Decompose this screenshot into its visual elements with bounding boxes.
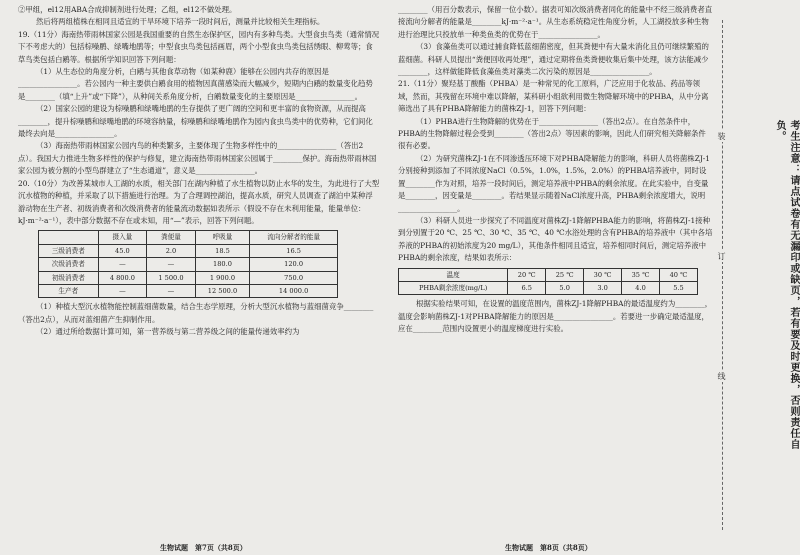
table-cell: 45.0 (98, 244, 147, 257)
table-cell: 6.5 (508, 281, 546, 294)
table-cell: 4 800.0 (98, 271, 147, 284)
binding-mark: 装 (717, 132, 726, 140)
table-cell: 120.0 (250, 258, 338, 271)
table-cell: 1 500.0 (147, 271, 196, 284)
table-header-cell: 粪便量 (147, 231, 196, 244)
energy-flow-table (38, 230, 338, 298)
table-header-cell: 20 ℃ (508, 268, 546, 281)
question-21-part-3: （3）科研人员进一步探究了不同温度对菌株ZJ-1降解PHBA能力的影响，将菌株ZJ-1接种到分别置于20 ℃、25 ℃、30 ℃、35 ℃、40 ℃水浴处理的含有PHBA的培养液中（其中各培养液的PHBA的初始浓度为20 mg/L），其他条件相同且适宜，培养相同时间后，测定培养液中PHBA的剩余浓度，结果如表所示： (398, 215, 713, 263)
question-20-part-1: （1）种植大型沉水植物能控制蓝细菌数量，结合生态学原理，分析大型沉水植物与蓝细菌竞争________（答出2点），从而对蓝细菌产生抑制作用。 (18, 302, 374, 324)
table-header-cell: 35 ℃ (622, 268, 660, 281)
table-cell: 初级消费者 (39, 271, 99, 284)
table-cell: 5.5 (660, 281, 698, 294)
question-19-part-1: （1）从生态位的角度分析，白鹇与其他食草动物（如某种鹿）能够在公园内共存的原因是________________。若公园内一种主要供白鹇食用的植物因真菌感染而大幅减少，短期内白鹇的数量变化趋势是________（填“上升”或“下降”），从种间关系角度分析，白鹇数量变化的主要原因是________________。 (18, 67, 373, 101)
table-cell: 次级消费者 (39, 258, 99, 271)
table-cell: — (147, 284, 196, 297)
table-cell: — (147, 258, 196, 271)
question-21-intro: 21.（11分）聚羟基丁酸酯（PHBA）是一种常见的化工原料，广泛应用于化妆品、药品等领域，然而，其残留在环境中难以降解，某科研小组欲利用微生物降解环境中的PHBA，从中分离筛选出了具有PHBA降解能力的菌株ZJ-1，回答下列问题： (398, 79, 709, 114)
table-header-cell: 40 ℃ (660, 268, 698, 281)
table-cell: 12 500.0 (195, 284, 250, 297)
binding-mark: 线 (717, 372, 726, 380)
table-cell: 16.5 (250, 244, 338, 257)
temperature-table (398, 268, 698, 296)
table-cell: 180.0 (195, 258, 250, 271)
question-19-intro: 19.（11分）海南热带雨林国家公园是我国重要的自然生态保护区，园内有多种鸟类。大型食虫鸟类（通常情况下不考虑大的）包括棕噪鹛、绿嘴地鹃等；中型食虫鸟类包括画眉，两个小型食虫鸟类包括绣眼、柳莺等；食草鸟类包括白鹇等。根据所学知识回答下列问题： (18, 29, 380, 64)
table-cell: 2.0 (147, 244, 196, 257)
right-page (398, 4, 713, 336)
page-footer-left: 生物试题 第7页（共8页） (160, 543, 247, 552)
table-cell: — (98, 258, 147, 271)
table-cell: 3.0 (584, 281, 622, 294)
table-cell: 生产者 (39, 284, 99, 297)
table-header-cell: 流向分解者的能量 (250, 231, 338, 244)
text-line: ②甲组，el12用ABA合成抑制剂进行处理；乙组，el12不做处理。 (18, 5, 237, 14)
text-line: 然后将两组植株在相同且适宜的干旱环境下培养一段时间后，测量并比较相关生理指标。 (36, 17, 325, 27)
table-cell: — (98, 284, 147, 297)
table-header-cell (39, 231, 99, 244)
table-cell: 1 900.0 (195, 271, 250, 284)
table-cell: 5.0 (546, 281, 584, 294)
question-19-part-3: （3）海南热带雨林国家公园内鸟的种类繁多，主要体现了生物多样性中的________________（答出2点）。我国大力推进生物多样性的保护与修复，建立海南热带雨林国家公园属于________保护。海南热带雨林国家公园为被分割的小型鸟群建立了“生态通道”，意义是________________。 (18, 141, 377, 176)
question-20-continued: ________（用百分数表示，保留一位小数）。据表可知次级消费者同化的能量中不经三级消费者直接流向分解者的能量是________kJ·m⁻²·a⁻¹。从生态系统稳定性角度分析，人工湖投放多种生物进行治理比只投放单一种类鱼类的优势在于________________。 (398, 5, 713, 39)
table-header-cell: 呼吸量 (195, 231, 250, 244)
page-footer-right: 生物试题 第8页（共8页） (505, 543, 592, 552)
exam-notice: 考生注意：请点试卷有无漏印或缺页，若有要及时更换，否则责任自负。 (774, 120, 799, 450)
table-row (39, 258, 338, 271)
question-20-part-2: （2）通过所给数据计算可知，第一营养级与第二营养级之间的能量传递效率约为 (36, 327, 300, 337)
table-cell: 14 000.0 (250, 284, 338, 297)
question-21-part-4: 根据实验结果可知，在设置的温度范围内，菌株ZJ-1降解PHBA的最适温度约为________，温度会影响菌株ZJ-1对PHBA降解能力的原因是________________。若要进一步确定最适温度，应在________范围内设置更小的温度梯度进行实验。 (398, 299, 713, 334)
table-cell: 750.0 (250, 271, 338, 284)
table-header-cell: 摄入量 (98, 231, 147, 244)
table-cell: PHBA剩余浓度(mg/L) (399, 281, 508, 294)
question-21-part-1: （1）PHBA进行生物降解的优势在于________________（答出2点）。在自然条件中，PHBA的生物降解过程会受到________（答出2点）等因素的影响，因此人们研究相关降解条件很有必要。 (398, 116, 706, 151)
left-page (18, 4, 380, 339)
question-19-part-2: （2）国家公园的建设为棕噪鹛和绿嘴地鹃的生存提供了更广阔的空间和更丰富的食物资源，从而提高________，提升棕噪鹛和绿嘴地鹃的环境容纳量，棕噪鹛和绿嘴地鹃作为园内食虫鸟类中的优势种，它们间化最终去向是________________。 (18, 104, 373, 139)
table-row (39, 244, 338, 257)
table-cell: 18.5 (195, 244, 250, 257)
question-21-part-2: （2）为研究菌株ZJ-1在不同渗透压环境下对PHBA降解能力的影响，科研人员将菌株ZJ-1分别接种到添加了不同浓度NaCl（0.5%，1.0%，1.5%，2.0%）的PHBA培养液中，同时设置________作为对照，培养一段时间后，测定培养液中PHBA的剩余浓度。在此实验中，自变量是________，因变量是________。若结果显示随着NaCl浓度升高，PHBA剩余浓度增大，说明________________。 (398, 153, 710, 213)
table-header-cell: 温度 (399, 268, 508, 281)
table-header-row (399, 268, 698, 281)
table-header-row (39, 231, 338, 244)
binding-mark: 订 (717, 252, 726, 260)
table-row (399, 281, 698, 294)
table-row (39, 271, 338, 284)
question-20-part-3: （3）食藻鱼类可以通过捕食降低蓝细菌密度，但其粪便中有大量未消化且仍可继续繁殖的蓝细菌。科研人员提出“粪便回收再处理”，通过定期将鱼类粪便收集后集中处理，该方法能减少________，这样做能降低食藻鱼类对藻类二次污染的原因是________________。 (398, 42, 709, 77)
table-row (39, 284, 338, 297)
table-cell: 4.0 (622, 281, 660, 294)
table-header-cell: 30 ℃ (584, 268, 622, 281)
question-20-intro: 20.（10分）为改善某城市人工湖的水质，相关部门在湖内种植了水生植物以防止水华的发生，为此进行了大型沉水植物的种植，并采取了以下措施进行治理。为了合理调控湖泊，提高水质，研究人员调查了湖泊中某种浮游动物在生产者、初级消费者和次级消费者的能量流动数据如表所示（假设不存在未利用能量，能量单位：kJ·m⁻²·a⁻¹），表中部分数据不存在或未知，用“—”表示，回答下列问题。 (18, 178, 380, 225)
binding-line (722, 20, 723, 530)
table-cell: 三级消费者 (39, 244, 99, 257)
table-header-cell: 25 ℃ (546, 268, 584, 281)
